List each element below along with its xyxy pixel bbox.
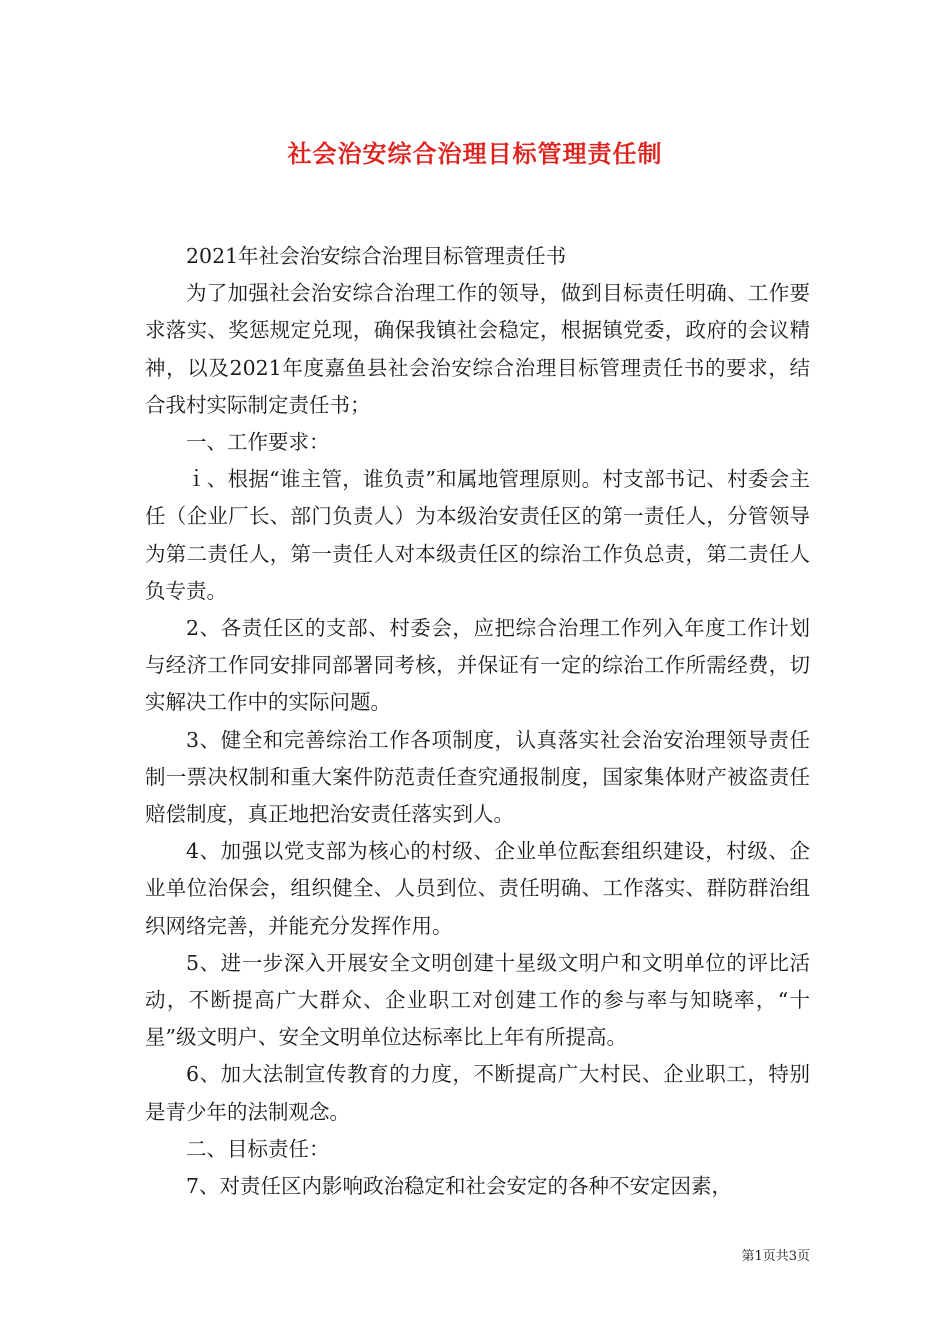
paragraph-item-1: ｉ、根据“谁主管，谁负责”和属地管理原则。村支部书记、村委会主任（企业厂长、部门负责人）为本级治安责任区的第一责任人，分管领导为第二责任人，第一责任人对本级责任区的综治工作负总责，第二责任人负专责。 bbox=[145, 467, 810, 603]
paragraph-item-7: 7、对责任区内影响政治稳定和社会安定的各种不安定因素， bbox=[186, 1174, 733, 1199]
paragraph-item-2: 2、各责任区的支部、村委会，应把综合治理工作列入年度工作计划与经济工作同安排同部署同考核，并保证有一定的综治工作所需经费，切实解决工作中的实际问题。 bbox=[145, 616, 810, 715]
document-title: 社会治安综合治理目标管理责任制 bbox=[287, 139, 663, 168]
paragraph-item-5: 5、进一步深入开展安全文明创建十星级文明户和文明单位的评比活动，不断提高广大群众、企业职工对创建工作的参与率与知晓率，“十星”级文明户、安全文明单位达标率比上年有所提高。 bbox=[145, 950, 810, 1050]
paragraph-intro: 为了加强社会治安综合治理工作的领导，做到目标责任明确、工作要求落实、奖惩规定兑现，确保我镇社会稳定，根据镇党委，政府的会议精神，以及2021年度嘉鱼县社会治安综合治理目标管理责任书的要求，结合我村实际制定责任书； bbox=[145, 281, 810, 417]
document-body bbox=[145, 238, 810, 1205]
section-heading-work-requirements: 一、工作要求： bbox=[186, 430, 330, 455]
paragraph-item-4: 4、加强以党支部为核心的村级、企业单位酝套组织建设，村级、企业单位治保会，组织健全、人员到位、责任明确、工作落实、群防群治组织网络完善，并能充分发挥作用。 bbox=[145, 839, 810, 938]
page-number: 第1页共3页 bbox=[741, 1249, 810, 1264]
paragraph-item-3: 3、健全和完善综治工作各项制度，认真落实社会治安治理领导责任制一票决权制和重大案件防范责任查究通报制度，国家集体财产被盗责任赔偿制度，真正地把治安责任落实到人。 bbox=[145, 727, 810, 827]
document-subtitle: 2021年社会治安综合治理目标管理责任书 bbox=[186, 244, 567, 268]
paragraph-item-6: 6、加大法制宣传教育的力度，不断提高广大村民、企业职工，特别是青少年的法制观念。 bbox=[145, 1062, 810, 1124]
section-heading-target-responsibility: 二、目标责任： bbox=[186, 1136, 330, 1161]
